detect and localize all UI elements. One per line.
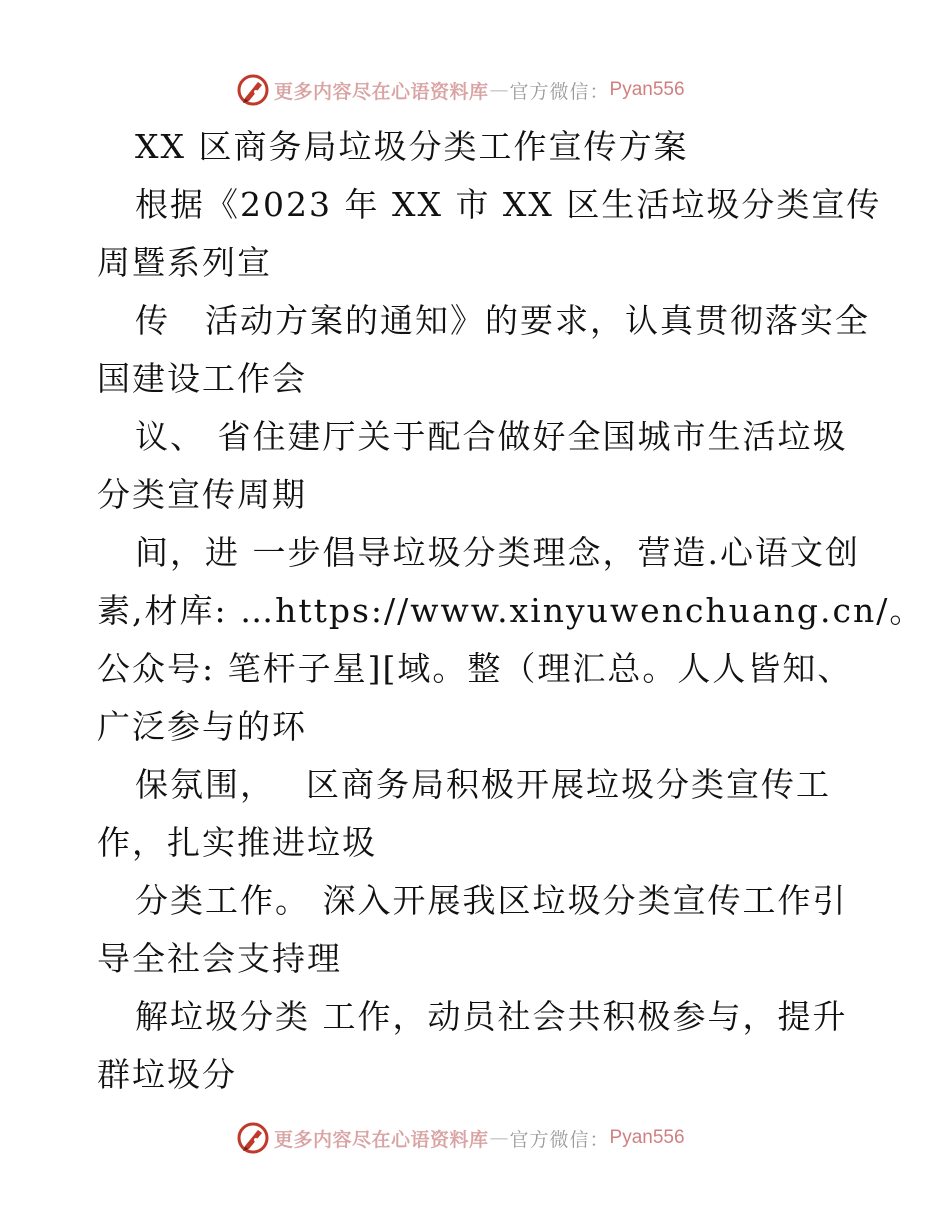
text-line: 群垃圾分	[97, 1055, 237, 1094]
watermark-official-label: 官方微信：	[509, 1128, 610, 1151]
header-watermark	[236, 73, 736, 107]
text-line: 间，进 一步倡导垃圾分类理念，营造.心语文创	[135, 533, 860, 572]
text-line: 公众号: 笔杆子星][域。整（理汇总。人人皆知、	[97, 649, 853, 688]
pen-logo-icon	[236, 73, 270, 107]
watermark-dash: —	[489, 79, 509, 101]
watermark-text: 更多内容尽在心语资料库	[274, 80, 489, 103]
watermark-official-label: 官方微信：	[509, 80, 610, 103]
text-line: 素,材库: …https://www.xinyuwenchuang.cn/。	[97, 591, 925, 630]
text-line: 周暨系列宣	[97, 243, 272, 282]
text-line: 解垃圾分类 工作，动员社会共积极参与，提升	[135, 997, 848, 1036]
watermark-dash: —	[489, 1127, 509, 1149]
text-line: 分类宣传周期	[97, 475, 307, 514]
document-body	[97, 118, 925, 1104]
watermark-account: Pyan556	[609, 79, 685, 100]
text-line: 保氛围， 区商务局积极开展垃圾分类宣传工	[135, 765, 831, 804]
text-line: 国建设工作会	[97, 359, 307, 398]
watermark-account: Pyan556	[609, 1127, 685, 1148]
watermark-text: 更多内容尽在心语资料库	[274, 1128, 489, 1151]
pen-logo-icon	[236, 1121, 270, 1155]
footer-watermark	[236, 1121, 736, 1155]
text-line: 广泛参与的环	[97, 707, 307, 746]
text-line: 导全社会支持理	[97, 939, 342, 978]
text-line: 根据《2023 年 XX 市 XX 区生活垃圾分类宣传	[135, 185, 882, 224]
text-line: 议、 省住建厅关于配合做好全国城市生活垃圾	[135, 417, 848, 456]
text-line: XX 区商务局垃圾分类工作宣传方案	[135, 127, 689, 166]
text-line: 传 活动方案的通知》的要求，认真贯彻落实全	[135, 301, 870, 340]
text-line: 分类工作。 深入开展我区垃圾分类宣传工作引	[135, 881, 848, 920]
text-line: 作，扎实推进垃圾	[97, 823, 377, 862]
